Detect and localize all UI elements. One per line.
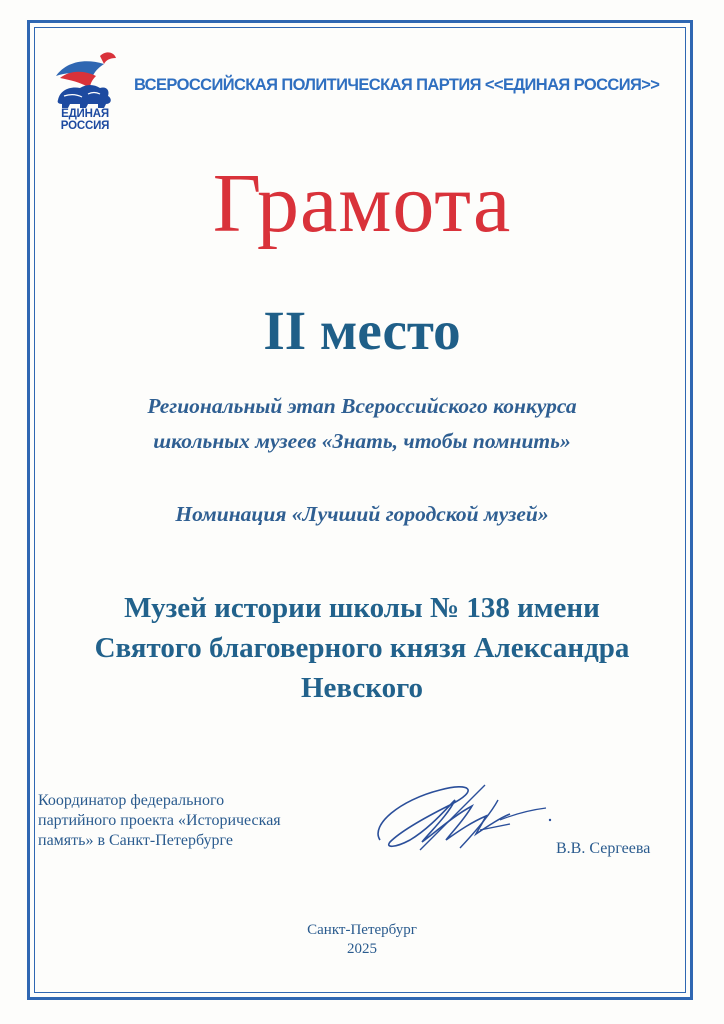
awardee-line-1: Музей истории школы № 138 имени <box>124 592 600 624</box>
year: 2025 <box>347 941 377 957</box>
awardee-name <box>36 588 688 708</box>
handwritten-signature <box>360 770 590 880</box>
coordinator-line-2: партийного проекта «Историческая <box>38 812 281 829</box>
certificate-title: Грамота <box>212 157 512 250</box>
awardee-line-3: Невского <box>300 672 424 704</box>
logo-wordmark <box>50 108 120 132</box>
contest-line-2: школьных музеев «Знать, чтобы помнить» <box>153 429 571 453</box>
place-heading: II место <box>263 300 461 361</box>
city-name: Санкт-Петербург <box>307 922 417 938</box>
place-and-date <box>0 921 724 959</box>
nomination: Номинация «Лучший городской музей» <box>175 502 549 526</box>
logo-wordmark-line1: ЕДИНАЯ <box>61 108 109 120</box>
awardee-line-2: Святого благоверного князя Александра <box>94 632 630 664</box>
contest-line-1: Региональный этап Всероссийского конкурса <box>147 394 577 418</box>
contest-description <box>40 389 684 459</box>
coordinator-title <box>38 791 338 851</box>
signer-name: В.В. Сергеева <box>556 840 651 857</box>
logo-wordmark-line2: РОССИЯ <box>60 120 110 132</box>
coordinator-line-3: память» в Санкт-Петербурге <box>38 832 233 849</box>
party-name: ВСЕРОССИЙСКАЯ ПОЛИТИЧЕСКАЯ ПАРТИЯ <<ЕДИНАЯ РОССИЯ>> <box>134 76 660 94</box>
coordinator-line-1: Координатор федерального <box>38 792 225 809</box>
